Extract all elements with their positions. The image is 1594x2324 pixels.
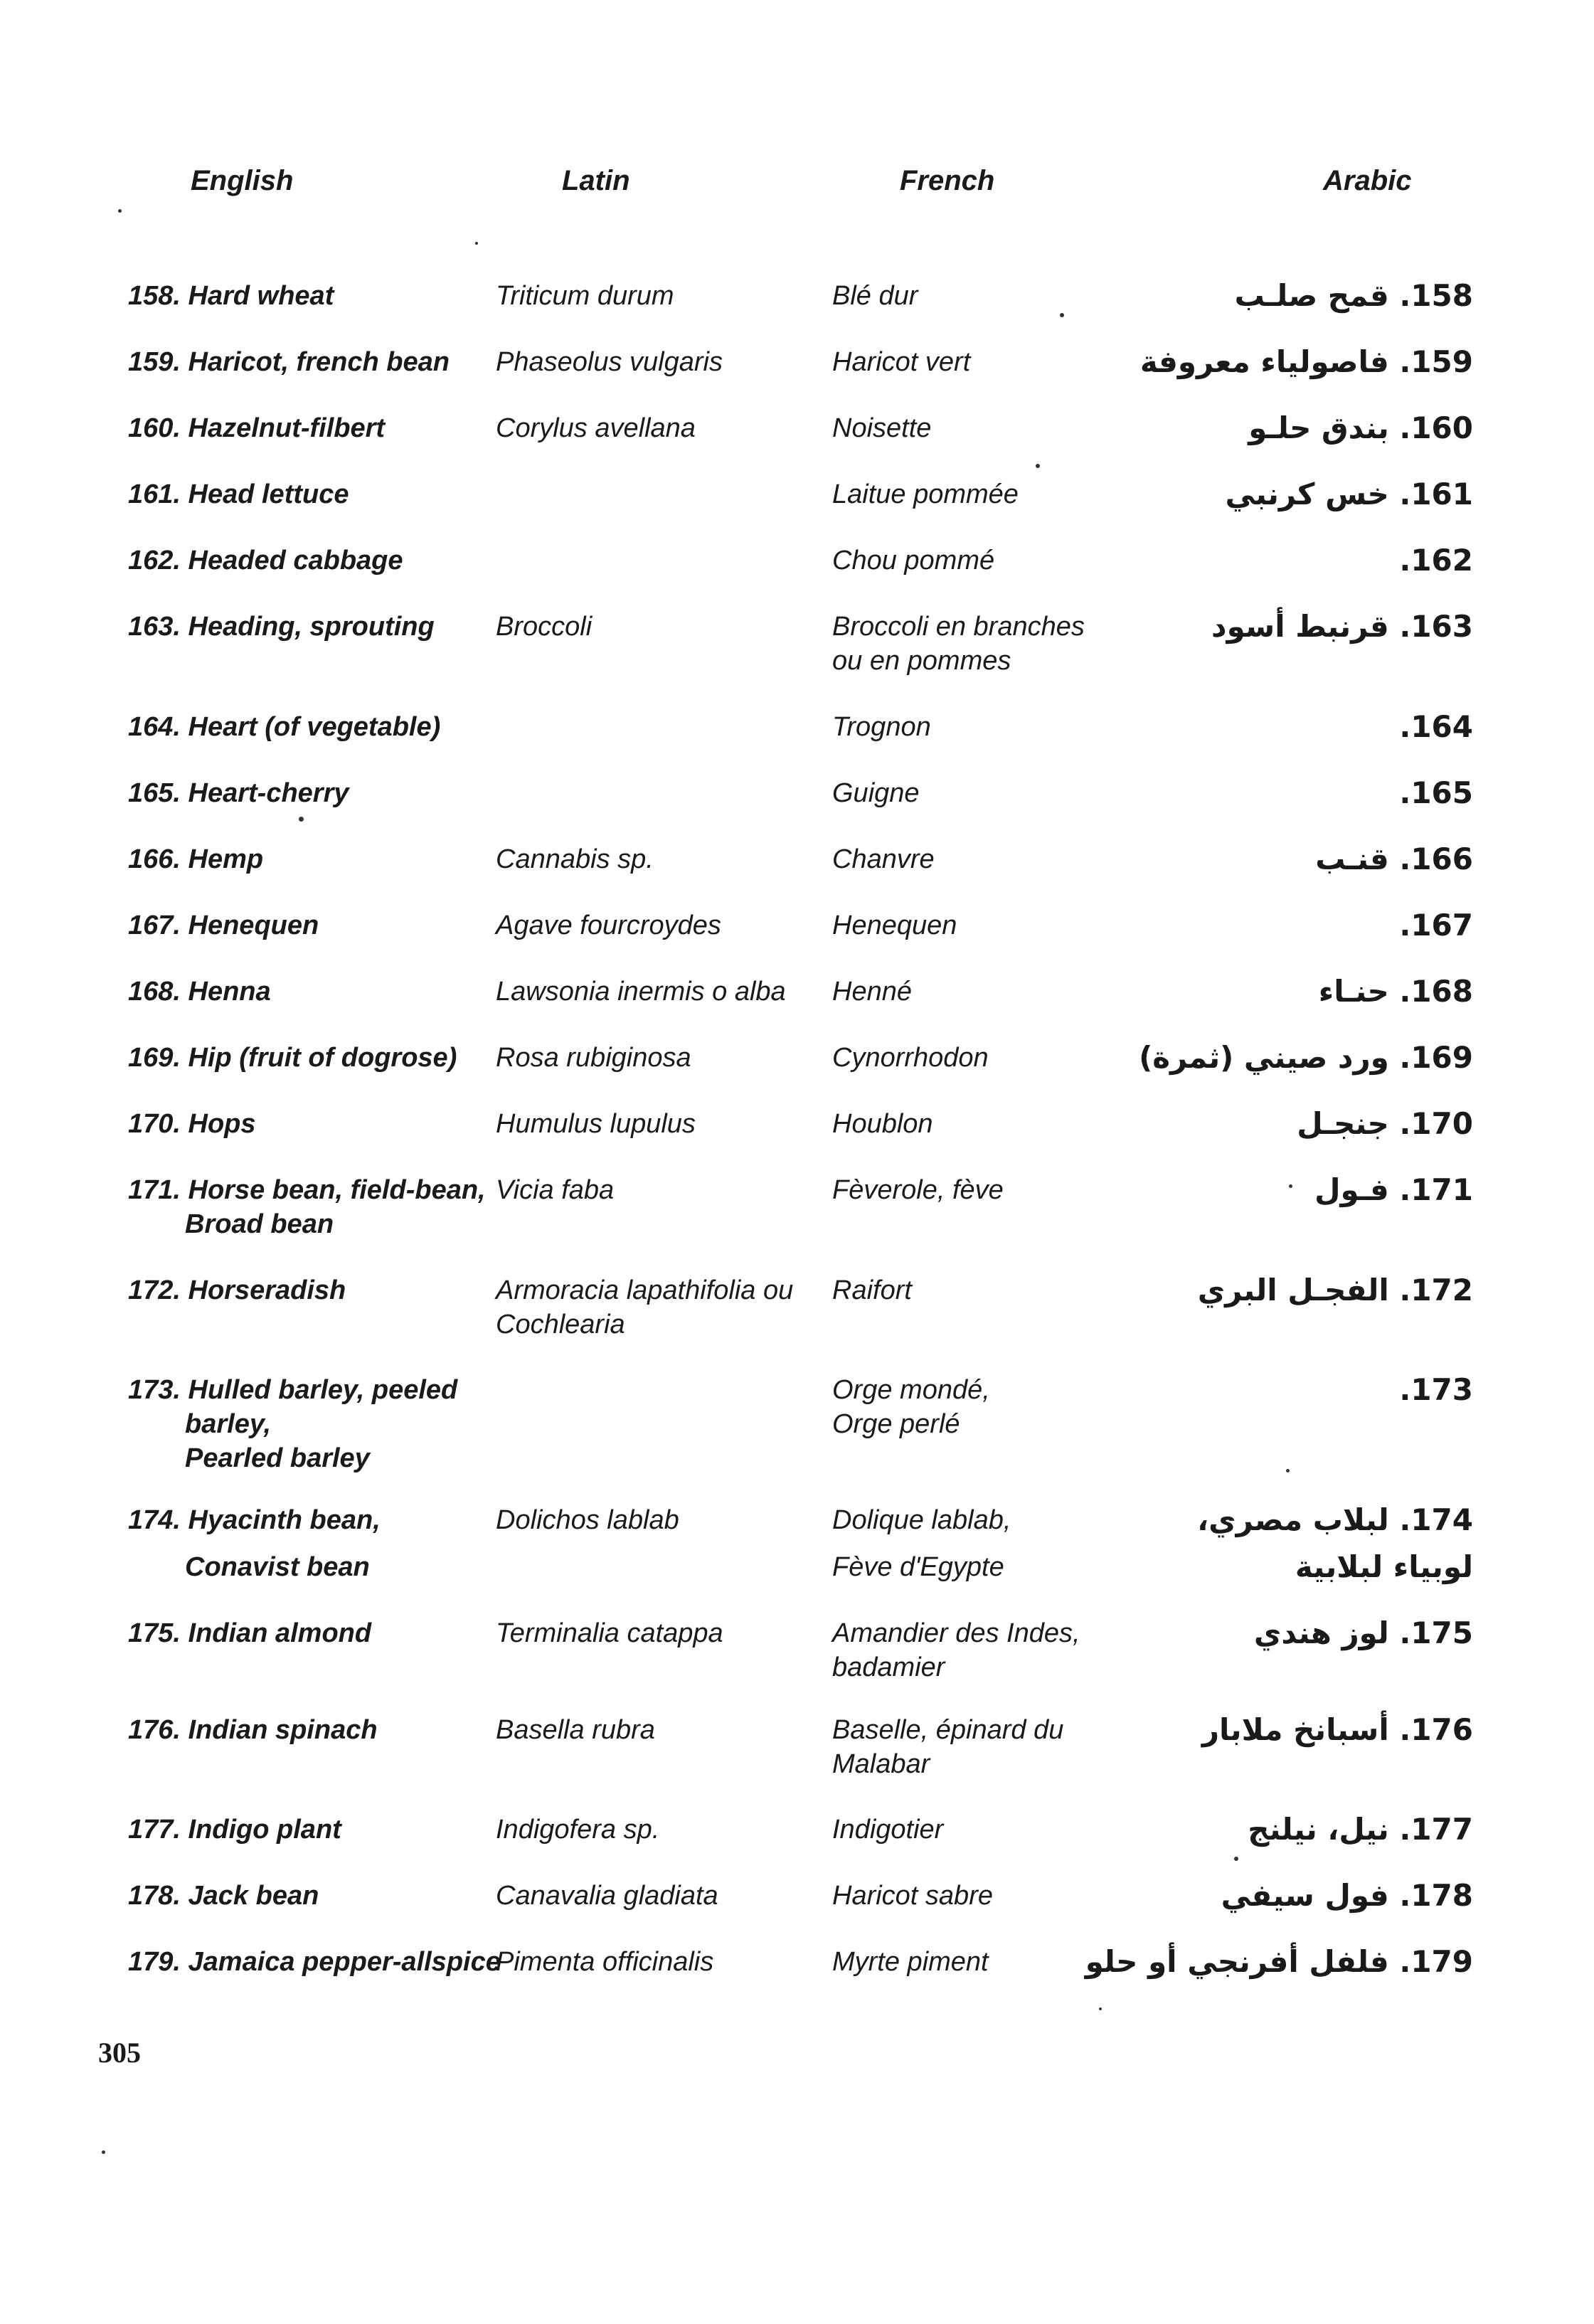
scan-speck — [1099, 2007, 1102, 2010]
french-term-line: Guigne — [832, 778, 920, 808]
header-latin: Latin — [562, 165, 630, 196]
french-term-line: Raifort — [832, 1275, 912, 1305]
english-term — [128, 1107, 469, 1141]
french-term-line: badamier — [832, 1652, 945, 1682]
header-french: French — [900, 165, 995, 196]
english-term — [128, 543, 469, 578]
latin-name — [496, 345, 816, 379]
latin-name-line: Broccoli — [496, 612, 593, 642]
scan-speck — [1036, 464, 1040, 468]
arabic-term — [1075, 908, 1473, 943]
arabic-term-line: 163. قرنبط أسود — [1211, 609, 1473, 644]
french-term-line: Baselle, épinard du — [832, 1715, 1064, 1745]
english-term-line: Pearled barley — [185, 1443, 370, 1473]
scan-speck — [299, 817, 304, 822]
arabic-term — [1075, 543, 1473, 578]
page-number: 305 — [98, 2037, 141, 2069]
english-term — [128, 1041, 469, 1075]
latin-name — [496, 1041, 816, 1075]
scan-speck — [1234, 1857, 1238, 1861]
english-term — [128, 1879, 469, 1913]
french-term-line: Malabar — [832, 1749, 930, 1779]
english-term-line: 175. Indian almond — [128, 1618, 372, 1648]
latin-name-line: Indigofera sp. — [496, 1815, 660, 1845]
french-term-line: Chou pommé — [832, 546, 995, 575]
french-term-line: Orge perlé — [832, 1409, 960, 1439]
arabic-term — [1075, 1945, 1473, 1979]
french-term-line: Myrte piment — [832, 1947, 989, 1977]
english-term — [128, 776, 469, 810]
english-term-line: 178. Jack bean — [128, 1881, 319, 1911]
scan-speck — [1289, 1184, 1292, 1188]
english-term — [128, 908, 469, 943]
latin-name-line: Dolichos lablab — [496, 1505, 679, 1535]
arabic-term-line: 177. نيل، نيلنج — [1248, 1812, 1473, 1847]
english-term — [128, 1616, 469, 1650]
french-term-line: Houblon — [832, 1109, 933, 1139]
english-term-line: 162. Headed cabbage — [128, 546, 403, 575]
french-term-line: Orge mondé, — [832, 1375, 990, 1405]
arabic-term — [1075, 477, 1473, 511]
arabic-term-line: 164. — [1399, 709, 1473, 744]
arabic-term — [1075, 776, 1473, 810]
french-term-line: ou en pommes — [832, 646, 1011, 676]
english-term — [128, 1273, 469, 1307]
english-term-line: 165. Heart-cherry — [128, 778, 349, 808]
arabic-term — [1075, 1041, 1473, 1075]
arabic-term — [1075, 1173, 1473, 1207]
latin-name-line: Armoracia lapathifolia ou — [496, 1275, 794, 1305]
english-term-line: barley, — [185, 1409, 272, 1439]
latin-name-line: Agave fourcroydes — [496, 911, 721, 940]
french-term-line: Henné — [832, 977, 912, 1007]
english-term — [128, 975, 469, 1009]
latin-name — [496, 1813, 816, 1847]
arabic-term — [1075, 610, 1473, 644]
latin-name — [496, 279, 816, 313]
arabic-term-line: 175. لوز هندي — [1253, 1615, 1473, 1650]
english-term-line: 161. Head lettuce — [128, 479, 349, 509]
latin-name-line: Triticum durum — [496, 281, 674, 311]
english-term — [128, 1173, 486, 1241]
english-term — [128, 1503, 469, 1584]
english-term — [128, 345, 469, 379]
arabic-term-line: 165. — [1399, 775, 1473, 810]
arabic-term-line: 159. فاصولياء معروفة — [1139, 344, 1473, 379]
french-term-line: Chanvre — [832, 844, 935, 874]
arabic-term-line: 167. — [1399, 908, 1473, 943]
scan-speck — [118, 209, 122, 213]
english-term — [128, 842, 469, 876]
arabic-term-line: لوبياء لبلابية — [1295, 1549, 1473, 1584]
english-term — [128, 1373, 469, 1475]
french-term-line: Laitue pommée — [832, 479, 1019, 509]
english-term — [128, 1813, 469, 1847]
french-term-line: Haricot sabre — [832, 1881, 993, 1911]
header-arabic: Arabic — [1323, 165, 1412, 196]
latin-name — [496, 1503, 816, 1537]
arabic-term — [1075, 1713, 1473, 1747]
english-term — [128, 710, 469, 744]
english-term — [128, 411, 469, 445]
latin-name — [496, 1273, 816, 1342]
latin-name-line: Pimenta officinalis — [496, 1947, 714, 1977]
latin-name — [496, 842, 816, 876]
latin-name — [496, 411, 816, 445]
english-term-line: 160. Hazelnut-filbert — [128, 413, 386, 443]
arabic-term-line: 176. أسبانخ ملابار — [1201, 1712, 1473, 1747]
english-term-line: 179. Jamaica pepper-allspice — [128, 1947, 501, 1977]
latin-name-line: Basella rubra — [496, 1715, 655, 1745]
english-term — [128, 477, 469, 511]
arabic-term-line: 173. — [1399, 1372, 1473, 1407]
french-term-line: Fèverole, fève — [832, 1175, 1004, 1205]
french-term-line: Fève d'Egypte — [832, 1552, 1004, 1582]
english-term-line: 159. Haricot, french bean — [128, 347, 450, 377]
english-term-line: 166. Hemp — [128, 844, 264, 874]
french-term-line: Trognon — [832, 712, 931, 742]
english-term-line: 164. Heart (of vegetable) — [128, 712, 441, 742]
arabic-term-line: 158. قمح صلـب — [1234, 278, 1473, 313]
arabic-term-line: 171. فـول — [1314, 1172, 1473, 1207]
french-term-line: Dolique lablab, — [832, 1505, 1011, 1535]
arabic-term-line: 178. فول سيفي — [1221, 1878, 1473, 1913]
arabic-term-line: 169. ورد صيني (ثمرة) — [1139, 1040, 1473, 1075]
latin-name — [496, 975, 816, 1009]
french-term-line: Haricot vert — [832, 347, 971, 377]
english-term-line: 168. Henna — [128, 977, 271, 1007]
english-term-line: Broad bean — [185, 1209, 334, 1239]
english-term — [128, 610, 469, 644]
english-term-line: 172. Horseradish — [128, 1275, 346, 1305]
arabic-term — [1075, 975, 1473, 1009]
arabic-term — [1075, 1879, 1473, 1913]
french-term-line: Broccoli en branches — [832, 612, 1085, 642]
arabic-term — [1075, 1503, 1473, 1584]
arabic-term-line: 160. بندق حلـو — [1248, 410, 1473, 445]
latin-name — [496, 1945, 816, 1979]
latin-name — [496, 1713, 816, 1747]
header-english: English — [191, 165, 294, 196]
latin-name — [496, 1879, 816, 1913]
french-term-line: Cynorrhodon — [832, 1043, 989, 1073]
latin-name-line: Vicia faba — [496, 1175, 615, 1205]
latin-name — [496, 1173, 816, 1207]
arabic-term-line: 172. الفجـل البري — [1197, 1273, 1473, 1307]
arabic-term-line: 168. حنـاء — [1318, 974, 1473, 1009]
latin-name-line: Terminalia catappa — [496, 1618, 723, 1648]
english-term — [128, 1945, 501, 1979]
arabic-term-line: 166. قنـب — [1315, 842, 1473, 876]
arabic-term — [1075, 279, 1473, 313]
latin-name-line: Cannabis sp. — [496, 844, 654, 874]
latin-name-line: Phaseolus vulgaris — [496, 347, 723, 377]
arabic-term — [1075, 1616, 1473, 1650]
english-term — [128, 1713, 469, 1747]
arabic-term-line: 170. جنجـل — [1297, 1106, 1473, 1141]
arabic-term-line: 162. — [1399, 543, 1473, 578]
english-term-line: 174. Hyacinth bean, — [128, 1505, 381, 1535]
scan-speck — [1060, 313, 1064, 317]
latin-name-line: Cochlearia — [496, 1310, 625, 1339]
latin-name — [496, 1107, 816, 1141]
latin-name-line: Humulus lupulus — [496, 1109, 696, 1139]
arabic-term — [1075, 1273, 1473, 1307]
french-term-line: Noisette — [832, 413, 932, 443]
arabic-term-line: 174. لبلاب مصري، — [1197, 1502, 1473, 1537]
latin-name-line: Canavalia gladiata — [496, 1881, 718, 1911]
english-term-line: 173. Hulled barley, peeled — [128, 1375, 458, 1405]
english-term-line: 177. Indigo plant — [128, 1815, 341, 1845]
french-term-line: Blé dur — [832, 281, 918, 311]
french-term-line: Amandier des Indes, — [832, 1618, 1080, 1648]
english-term-line: 158. Hard wheat — [128, 281, 334, 311]
english-term-line: 170. Hops — [128, 1109, 256, 1139]
english-term-line: 167. Henequen — [128, 911, 319, 940]
french-term-line: Henequen — [832, 911, 957, 940]
french-term-line: Indigotier — [832, 1815, 944, 1845]
arabic-term — [1075, 1107, 1473, 1141]
latin-name-line: Lawsonia inermis o alba — [496, 977, 786, 1007]
latin-name-line: Corylus avellana — [496, 413, 696, 443]
scan-speck — [1286, 1469, 1290, 1473]
arabic-term-line: 161. خس كرنبي — [1225, 477, 1473, 511]
english-term-line: 171. Horse bean, field-bean, — [128, 1175, 486, 1205]
latin-name-line: Rosa rubiginosa — [496, 1043, 691, 1073]
arabic-term — [1075, 411, 1473, 445]
arabic-term — [1075, 710, 1473, 744]
arabic-term — [1075, 842, 1473, 876]
latin-name — [496, 1616, 816, 1650]
arabic-term-line: 179. فلفل أفرنجي أو حلو — [1085, 1944, 1473, 1979]
english-term-line: 163. Heading, sprouting — [128, 612, 435, 642]
arabic-term — [1075, 1373, 1473, 1407]
latin-name — [496, 908, 816, 943]
english-term — [128, 279, 469, 313]
arabic-term — [1075, 345, 1473, 379]
english-term-line: Conavist bean — [185, 1552, 370, 1582]
arabic-term — [1075, 1813, 1473, 1847]
scan-speck — [102, 2150, 105, 2154]
english-term-line: 169. Hip (fruit of dogrose) — [128, 1043, 457, 1073]
scan-speck — [475, 242, 478, 245]
english-term-line: 176. Indian spinach — [128, 1715, 378, 1745]
latin-name — [496, 610, 816, 644]
